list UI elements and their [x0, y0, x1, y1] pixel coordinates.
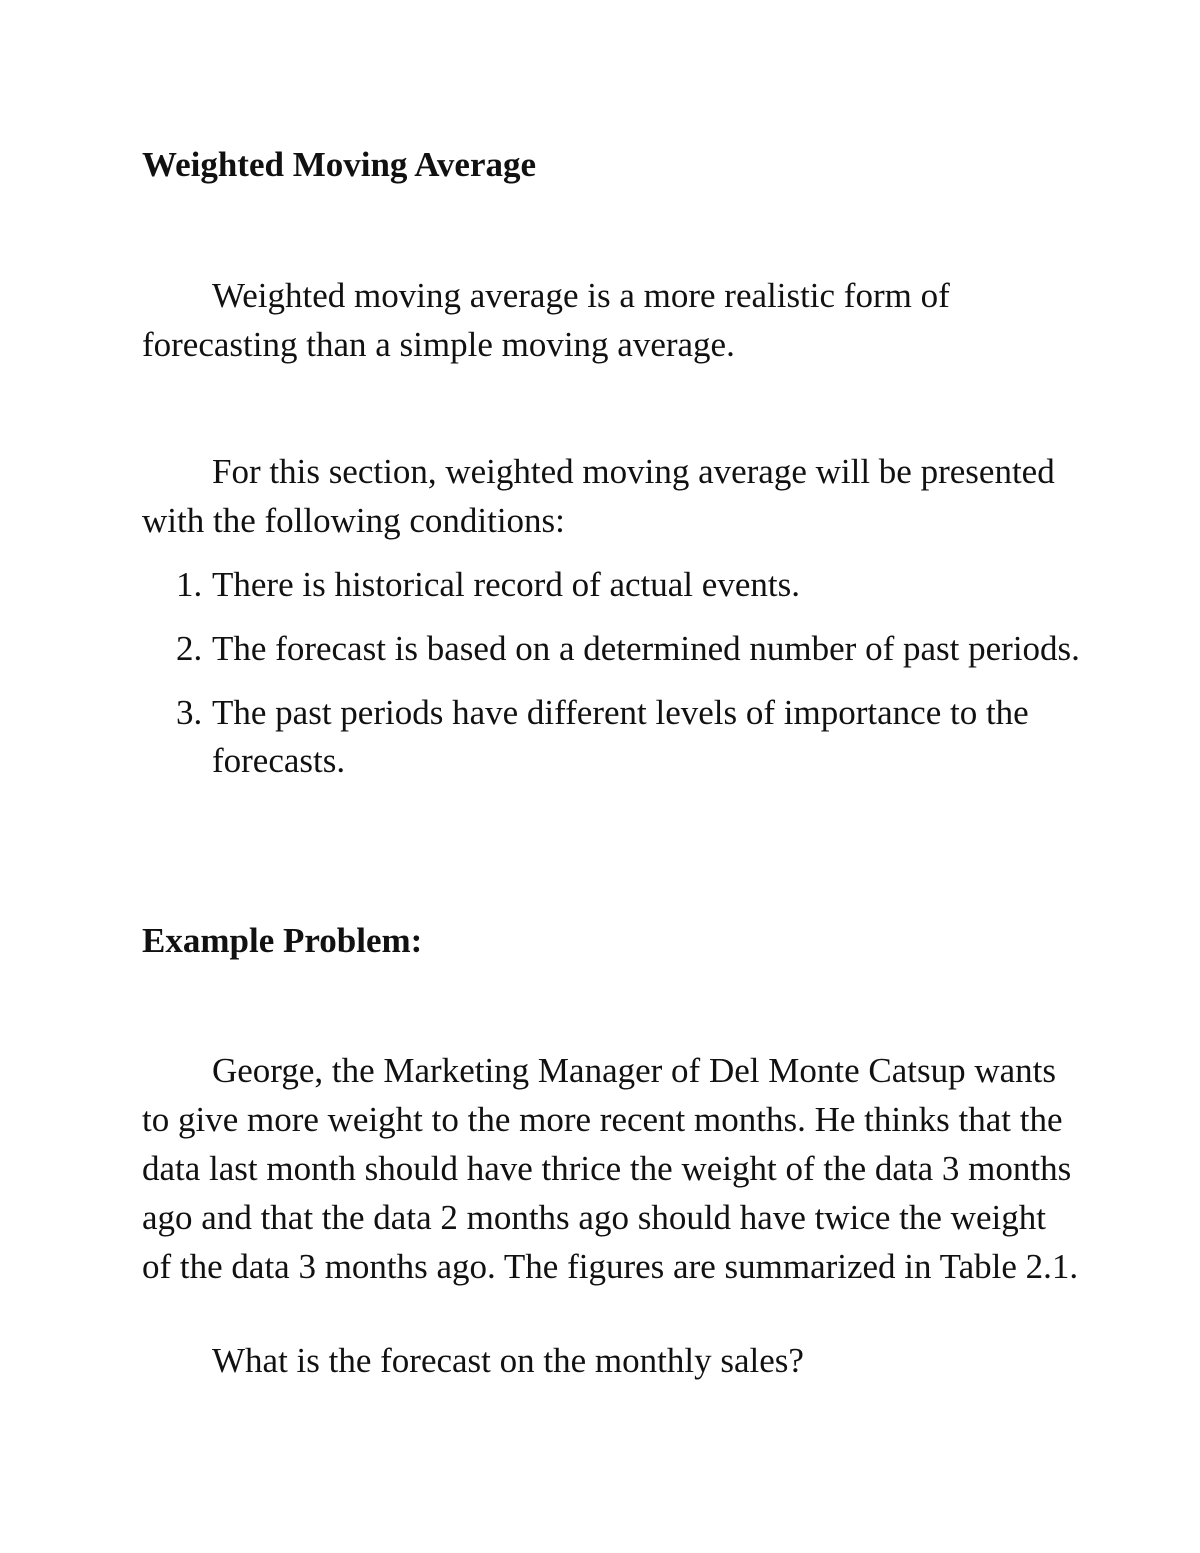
question-paragraph — [142, 1336, 1082, 1385]
intro-paragraph-text: Weighted moving average is a more realistic form of forecasting than a simple moving average. — [142, 276, 950, 364]
list-item-text: There is historical record of actual events. — [212, 565, 800, 604]
example-paragraph-text: George, the Marketing Manager of Del Monte Catsup wants to give more weight to the more recent months. He thinks that the data last month should have thrice the weight of the data 3 months ago and that the data 2 months ago should have twice the weight of the data 3 months ago. The figures are summarized in Table 2.1. — [142, 1051, 1079, 1286]
conditions-list — [142, 561, 1082, 801]
list-item — [142, 689, 1082, 785]
intro-paragraph — [142, 271, 1082, 369]
list-item-number: 3. — [176, 693, 203, 732]
list-item-text: The forecast is based on a determined number of past periods. — [212, 629, 1080, 668]
list-item-text: The past periods have different levels of importance to the forecasts. — [212, 693, 1029, 780]
list-item-number: 2. — [176, 629, 203, 668]
page-title: Weighted Moving Average — [142, 145, 537, 184]
list-item-number: 1. — [176, 565, 203, 604]
list-item — [142, 561, 1082, 609]
conditions-intro-paragraph — [142, 447, 1082, 545]
question-text: What is the forecast on the monthly sales? — [212, 1341, 804, 1380]
example-heading: Example Problem: — [142, 921, 423, 960]
example-paragraph — [142, 1046, 1082, 1291]
list-item — [142, 625, 1082, 673]
conditions-intro-text: For this section, weighted moving average will be presented with the following conditions: — [142, 452, 1055, 540]
